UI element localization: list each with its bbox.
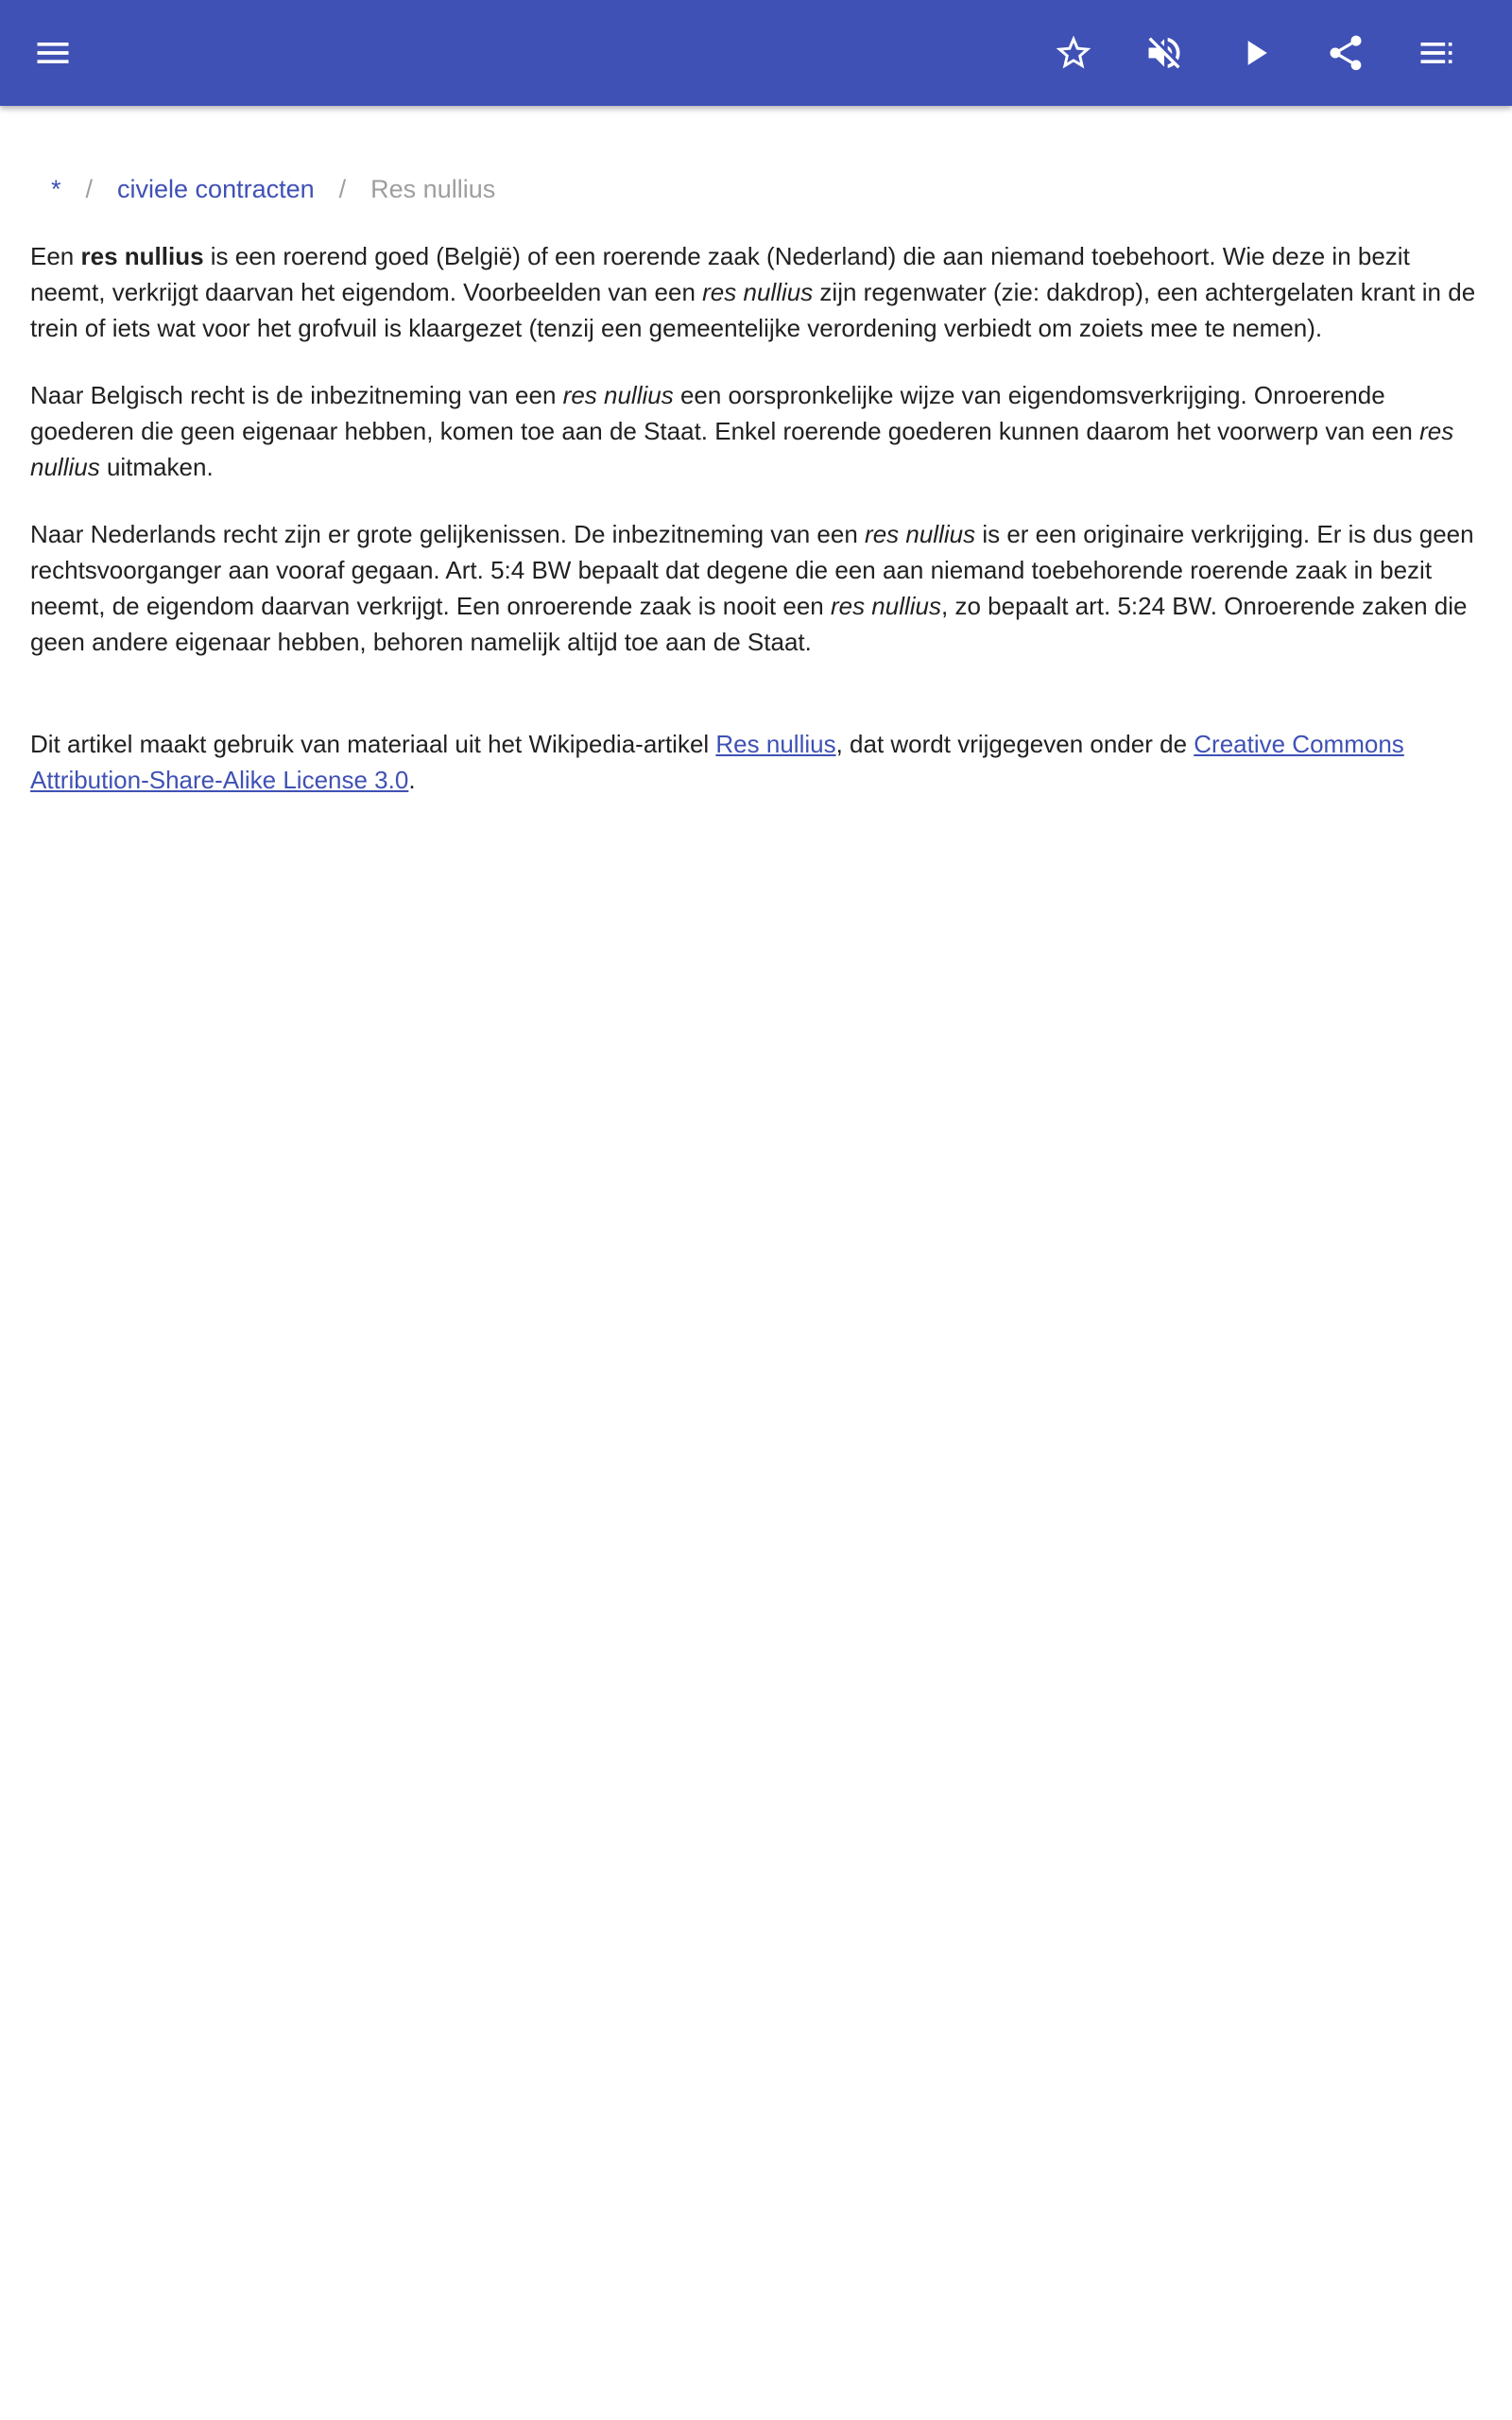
contents-button[interactable] bbox=[1406, 23, 1467, 83]
volume-off-icon bbox=[1143, 32, 1185, 74]
breadcrumb-home[interactable]: * bbox=[51, 175, 61, 203]
article-paragraph-2: Naar Belgisch recht is de inbezitneming van een res nullius een oorspronkelijke wijze van eigendomsverkrijging. Onroerende goederen die geen eigenaar hebben, komen toe aan de Staat. Enkel roerende goederen kunnen daarom het voorwerp van een res nullius uitmaken. bbox=[30, 381, 1454, 481]
menu-icon bbox=[32, 32, 74, 74]
bookmark-button[interactable] bbox=[1043, 23, 1104, 83]
article-content bbox=[30, 106, 1482, 798]
breadcrumb bbox=[30, 170, 1482, 208]
share-icon bbox=[1325, 32, 1366, 74]
breadcrumb-category[interactable]: civiele contracten bbox=[117, 175, 315, 203]
article-paragraph-3: Naar Nederlands recht zijn er grote gelijkenissen. De inbezitneming van een res nullius is er een originaire verkrijging. Er is dus geen rechtsvoorganger aan vooraf gegaan. Art. 5:4 BW bepaalt dat degene die een aan niemand toebehorende roerende zaak in bezit neemt, de eigendom daarvan verkrijgt. Een onroerende zaak is nooit een res nullius, zo bepaalt art. 5:24 BW. Onroerende zaken die geen andere eigenaar hebben, behoren namelijk altijd toe aan de Staat. bbox=[30, 520, 1474, 656]
article-paragraph-1: Een res nullius is een roerend goed (België) of een roerende zaak (Nederland) die aan niemand toebehoort. Wie deze in bezit neemt, verkrijgt daarvan het eigendom. Voorbeelden van een res nullius zijn regenwater (zie: dakdrop), een achtergelaten krant in de trein of iets wat voor het grofvuil is klaargezet (tenzij een gemeentelijke verordening verbiedt om zoiets mee te nemen). bbox=[30, 242, 1476, 342]
breadcrumb-separator: / bbox=[85, 175, 94, 203]
term-bold: res nullius bbox=[80, 242, 204, 270]
play-icon bbox=[1234, 32, 1276, 74]
term-italic: res nullius bbox=[30, 417, 1454, 481]
wikipedia-article-link[interactable]: Res nullius bbox=[715, 730, 836, 758]
share-button[interactable] bbox=[1315, 23, 1376, 83]
term-italic: res nullius bbox=[865, 520, 976, 548]
star-outline-icon bbox=[1053, 32, 1094, 74]
term-italic: res nullius bbox=[562, 381, 674, 409]
playlist-icon bbox=[1416, 32, 1457, 74]
mute-button[interactable] bbox=[1134, 23, 1194, 83]
play-button[interactable] bbox=[1225, 23, 1285, 83]
license-link[interactable]: Creative Commons Attribution-Share-Alike License 3.0 bbox=[30, 730, 1404, 794]
menu-button[interactable] bbox=[23, 23, 83, 83]
breadcrumb-separator: / bbox=[338, 175, 347, 203]
attribution-paragraph: Dit artikel maakt gebruik van materiaal uit het Wikipedia-artikel Res nullius, dat wordt vrijgegeven onder de Creative Commons Attribution-Share-Alike License 3.0. bbox=[30, 730, 1404, 794]
term-italic: res nullius bbox=[830, 592, 942, 620]
term-italic: res nullius bbox=[702, 278, 814, 306]
breadcrumb-current: Res nullius bbox=[370, 175, 496, 203]
app-bar bbox=[0, 0, 1512, 106]
